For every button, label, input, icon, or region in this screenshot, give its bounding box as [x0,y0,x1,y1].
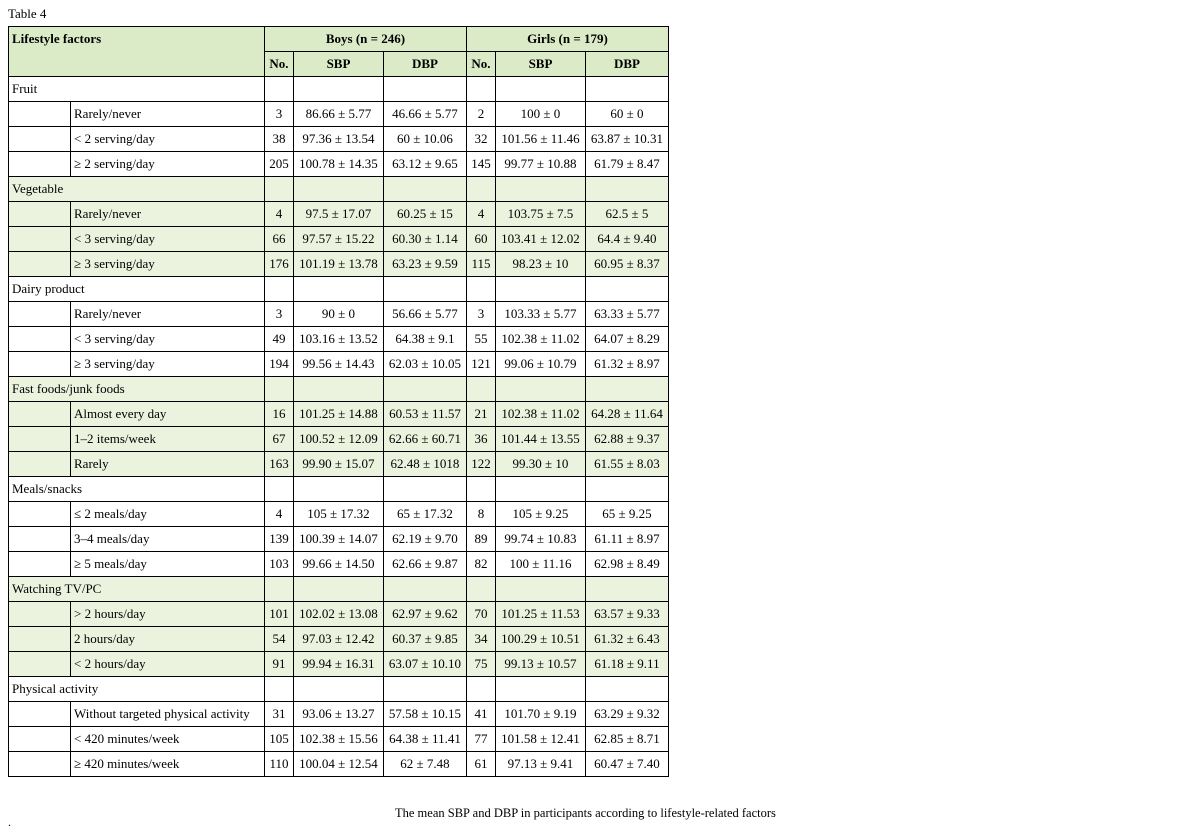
cell-girls-dbp: 62.5 ± 5 [586,202,669,227]
footnote-mark: . [8,815,11,829]
cell-boys-dbp: 62.66 ± 9.87 [384,552,467,577]
cell-boys-no: 176 [265,252,294,277]
empty-cell [467,177,496,202]
empty-cell [586,477,669,502]
empty-cell [384,177,467,202]
subcategory-label: Rarely/never [71,202,265,227]
cell-girls-dbp: 60 ± 0 [586,102,669,127]
category-row [9,277,669,302]
empty-cell [496,577,586,602]
cell-girls-sbp: 101.44 ± 13.55 [496,427,586,452]
cell-girls-no: 34 [467,627,496,652]
header-boys-dbp: DBP [384,52,467,77]
category-label: Watching TV/PC [9,577,265,602]
cell-girls-dbp: 63.29 ± 9.32 [586,702,669,727]
cell-boys-sbp: 97.03 ± 12.42 [294,627,384,652]
empty-cell [384,477,467,502]
empty-cell [384,677,467,702]
empty-cell [496,677,586,702]
indent-cell [9,652,71,677]
cell-boys-dbp: 63.23 ± 9.59 [384,252,467,277]
cell-boys-sbp: 101.25 ± 14.88 [294,402,384,427]
subcategory-label: ≥ 5 meals/day [71,552,265,577]
category-label: Meals/snacks [9,477,265,502]
cell-girls-no: 32 [467,127,496,152]
empty-cell [586,377,669,402]
table-row [9,352,669,377]
empty-cell [586,577,669,602]
cell-girls-no: 60 [467,227,496,252]
indent-cell [9,527,71,552]
header-girls-dbp: DBP [586,52,669,77]
subcategory-label: ≥ 3 serving/day [71,252,265,277]
empty-cell [586,677,669,702]
empty-cell [294,177,384,202]
cell-girls-sbp: 101.70 ± 9.19 [496,702,586,727]
category-row [9,377,669,402]
cell-girls-sbp: 105 ± 9.25 [496,502,586,527]
cell-boys-sbp: 97.57 ± 15.22 [294,227,384,252]
subcategory-label: ≥ 2 serving/day [71,152,265,177]
cell-boys-no: 4 [265,202,294,227]
header-girls: Girls (n = 179) [467,27,669,52]
cell-girls-no: 41 [467,702,496,727]
cell-boys-dbp: 62 ± 7.48 [384,752,467,777]
subcategory-label: < 3 serving/day [71,327,265,352]
cell-boys-dbp: 64.38 ± 9.1 [384,327,467,352]
cell-boys-sbp: 99.66 ± 14.50 [294,552,384,577]
table-label: Table 4 [8,6,47,21]
cell-girls-dbp: 61.32 ± 8.97 [586,352,669,377]
cell-boys-dbp: 56.66 ± 5.77 [384,302,467,327]
subcategory-label: < 3 serving/day [71,227,265,252]
cell-girls-dbp: 61.11 ± 8.97 [586,527,669,552]
table-row [9,402,669,427]
empty-cell [467,477,496,502]
cell-girls-sbp: 99.30 ± 10 [496,452,586,477]
empty-cell [265,377,294,402]
cell-girls-no: 121 [467,352,496,377]
table-row [9,752,669,777]
cell-girls-no: 36 [467,427,496,452]
empty-cell [384,577,467,602]
cell-boys-sbp: 99.94 ± 16.31 [294,652,384,677]
subcategory-label: 2 hours/day [71,627,265,652]
table-row [9,252,669,277]
table-row [9,227,669,252]
cell-boys-no: 101 [265,602,294,627]
cell-boys-sbp: 105 ± 17.32 [294,502,384,527]
cell-boys-sbp: 97.36 ± 13.54 [294,127,384,152]
category-label: Fast foods/junk foods [9,377,265,402]
cell-boys-sbp: 90 ± 0 [294,302,384,327]
cell-boys-no: 105 [265,727,294,752]
cell-boys-no: 67 [265,427,294,452]
cell-girls-dbp: 62.85 ± 8.71 [586,727,669,752]
cell-girls-sbp: 101.25 ± 11.53 [496,602,586,627]
cell-boys-no: 3 [265,102,294,127]
cell-girls-no: 8 [467,502,496,527]
subcategory-label: ≥ 3 serving/day [71,352,265,377]
empty-cell [586,277,669,302]
cell-girls-no: 61 [467,752,496,777]
table-row [9,627,669,652]
category-row [9,577,669,602]
header-boys-sbp: SBP [294,52,384,77]
cell-boys-dbp: 60 ± 10.06 [384,127,467,152]
cell-girls-dbp: 61.79 ± 8.47 [586,152,669,177]
table-row [9,527,669,552]
cell-girls-dbp: 63.33 ± 5.77 [586,302,669,327]
table-row [9,727,669,752]
empty-cell [586,177,669,202]
cell-girls-sbp: 102.38 ± 11.02 [496,402,586,427]
empty-cell [467,77,496,102]
cell-boys-sbp: 103.16 ± 13.52 [294,327,384,352]
indent-cell [9,752,71,777]
subcategory-label: Rarely/never [71,102,265,127]
category-row [9,77,669,102]
table-row [9,202,669,227]
subcategory-label: 3–4 meals/day [71,527,265,552]
cell-girls-no: 75 [467,652,496,677]
empty-cell [294,477,384,502]
header-girls-sbp: SBP [496,52,586,77]
indent-cell [9,402,71,427]
cell-girls-no: 3 [467,302,496,327]
cell-girls-sbp: 99.74 ± 10.83 [496,527,586,552]
cell-girls-dbp: 64.28 ± 11.64 [586,402,669,427]
table-row [9,427,669,452]
indent-cell [9,427,71,452]
indent-cell [9,552,71,577]
empty-cell [384,77,467,102]
cell-girls-sbp: 98.23 ± 10 [496,252,586,277]
indent-cell [9,227,71,252]
cell-girls-sbp: 97.13 ± 9.41 [496,752,586,777]
cell-boys-no: 110 [265,752,294,777]
cell-girls-sbp: 100 ± 0 [496,102,586,127]
empty-cell [294,77,384,102]
cell-girls-sbp: 101.58 ± 12.41 [496,727,586,752]
table-row [9,652,669,677]
table-row [9,127,669,152]
cell-girls-dbp: 64.4 ± 9.40 [586,227,669,252]
subcategory-label: ≥ 420 minutes/week [71,752,265,777]
cell-boys-dbp: 46.66 ± 5.77 [384,102,467,127]
cell-boys-sbp: 86.66 ± 5.77 [294,102,384,127]
cell-boys-no: 3 [265,302,294,327]
cell-girls-dbp: 60.95 ± 8.37 [586,252,669,277]
category-label: Physical activity [9,677,265,702]
cell-girls-sbp: 102.38 ± 11.02 [496,327,586,352]
indent-cell [9,152,71,177]
header-boys: Boys (n = 246) [265,27,467,52]
cell-boys-sbp: 100.52 ± 12.09 [294,427,384,452]
cell-girls-sbp: 103.41 ± 12.02 [496,227,586,252]
indent-cell [9,602,71,627]
empty-cell [496,77,586,102]
indent-cell [9,127,71,152]
cell-boys-sbp: 100.39 ± 14.07 [294,527,384,552]
cell-girls-no: 89 [467,527,496,552]
subcategory-label: < 420 minutes/week [71,727,265,752]
indent-cell [9,252,71,277]
cell-girls-no: 115 [467,252,496,277]
cell-girls-dbp: 63.57 ± 9.33 [586,602,669,627]
cell-boys-no: 66 [265,227,294,252]
cell-girls-dbp: 61.55 ± 8.03 [586,452,669,477]
empty-cell [384,377,467,402]
cell-girls-dbp: 63.87 ± 10.31 [586,127,669,152]
cell-boys-no: 31 [265,702,294,727]
cell-boys-dbp: 62.48 ± 1018 [384,452,467,477]
cell-boys-no: 205 [265,152,294,177]
table-row [9,702,669,727]
subcategory-label: Without targeted physical activity [71,702,265,727]
header-boys-no: No. [265,52,294,77]
empty-cell [496,277,586,302]
cell-boys-sbp: 101.19 ± 13.78 [294,252,384,277]
table-row [9,302,669,327]
cell-girls-dbp: 61.18 ± 9.11 [586,652,669,677]
category-label: Dairy product [9,277,265,302]
subcategory-label: Almost every day [71,402,265,427]
table-row [9,602,669,627]
cell-boys-dbp: 60.25 ± 15 [384,202,467,227]
cell-girls-dbp: 64.07 ± 8.29 [586,327,669,352]
empty-cell [265,277,294,302]
cell-girls-no: 21 [467,402,496,427]
subcategory-label: > 2 hours/day [71,602,265,627]
lifestyle-bp-table [8,26,669,777]
empty-cell [265,477,294,502]
empty-cell [586,77,669,102]
cell-boys-sbp: 99.90 ± 15.07 [294,452,384,477]
cell-boys-no: 38 [265,127,294,152]
subcategory-label: ≤ 2 meals/day [71,502,265,527]
cell-boys-no: 91 [265,652,294,677]
cell-boys-dbp: 57.58 ± 10.15 [384,702,467,727]
indent-cell [9,502,71,527]
empty-cell [496,477,586,502]
empty-cell [467,577,496,602]
cell-boys-no: 49 [265,327,294,352]
subcategory-label: < 2 hours/day [71,652,265,677]
cell-boys-no: 54 [265,627,294,652]
table-row [9,102,669,127]
empty-cell [294,577,384,602]
empty-cell [384,277,467,302]
table-body [9,77,669,777]
cell-boys-sbp: 93.06 ± 13.27 [294,702,384,727]
cell-girls-dbp: 61.32 ± 6.43 [586,627,669,652]
indent-cell [9,202,71,227]
cell-boys-no: 194 [265,352,294,377]
cell-boys-dbp: 60.30 ± 1.14 [384,227,467,252]
cell-girls-no: 70 [467,602,496,627]
cell-girls-sbp: 99.77 ± 10.88 [496,152,586,177]
table-row [9,502,669,527]
cell-boys-dbp: 60.37 ± 9.85 [384,627,467,652]
cell-boys-no: 16 [265,402,294,427]
cell-boys-sbp: 102.38 ± 15.56 [294,727,384,752]
empty-cell [265,77,294,102]
cell-girls-sbp: 103.75 ± 7.5 [496,202,586,227]
cell-girls-no: 122 [467,452,496,477]
cell-girls-no: 4 [467,202,496,227]
indent-cell [9,627,71,652]
cell-boys-no: 163 [265,452,294,477]
table-row [9,452,669,477]
subcategory-label: Rarely/never [71,302,265,327]
cell-boys-dbp: 65 ± 17.32 [384,502,467,527]
indent-cell [9,352,71,377]
cell-girls-no: 82 [467,552,496,577]
cell-girls-sbp: 100 ± 11.16 [496,552,586,577]
subcategory-label: < 2 serving/day [71,127,265,152]
cell-girls-sbp: 99.13 ± 10.57 [496,652,586,677]
category-label: Fruit [9,77,265,102]
cell-boys-sbp: 97.5 ± 17.07 [294,202,384,227]
cell-girls-sbp: 103.33 ± 5.77 [496,302,586,327]
cell-boys-dbp: 62.03 ± 10.05 [384,352,467,377]
empty-cell [265,177,294,202]
cell-girls-no: 55 [467,327,496,352]
cell-girls-dbp: 65 ± 9.25 [586,502,669,527]
empty-cell [496,377,586,402]
cell-girls-dbp: 62.88 ± 9.37 [586,427,669,452]
indent-cell [9,702,71,727]
subcategory-label: 1–2 items/week [71,427,265,452]
empty-cell [294,677,384,702]
header-lifestyle-factors: Lifestyle factors [9,27,265,77]
cell-girls-sbp: 100.29 ± 10.51 [496,627,586,652]
empty-cell [265,677,294,702]
cell-boys-sbp: 99.56 ± 14.43 [294,352,384,377]
category-label: Vegetable [9,177,265,202]
category-row [9,177,669,202]
cell-girls-sbp: 101.56 ± 11.46 [496,127,586,152]
empty-cell [294,377,384,402]
indent-cell [9,302,71,327]
cell-boys-sbp: 102.02 ± 13.08 [294,602,384,627]
cell-boys-dbp: 60.53 ± 11.57 [384,402,467,427]
cell-girls-no: 145 [467,152,496,177]
cell-boys-no: 4 [265,502,294,527]
cell-boys-sbp: 100.78 ± 14.35 [294,152,384,177]
cell-boys-dbp: 62.97 ± 9.62 [384,602,467,627]
cell-boys-sbp: 100.04 ± 12.54 [294,752,384,777]
cell-girls-sbp: 99.06 ± 10.79 [496,352,586,377]
empty-cell [467,377,496,402]
indent-cell [9,727,71,752]
cell-boys-dbp: 62.66 ± 60.71 [384,427,467,452]
table-row [9,327,669,352]
cell-boys-dbp: 64.38 ± 11.41 [384,727,467,752]
indent-cell [9,327,71,352]
subcategory-label: Rarely [71,452,265,477]
category-row [9,477,669,502]
table-row [9,152,669,177]
table-caption: The mean SBP and DBP in participants according to lifestyle-related factors [395,806,776,820]
header-girls-no: No. [467,52,496,77]
cell-boys-dbp: 62.19 ± 9.70 [384,527,467,552]
empty-cell [467,677,496,702]
cell-boys-no: 139 [265,527,294,552]
cell-boys-dbp: 63.12 ± 9.65 [384,152,467,177]
indent-cell [9,452,71,477]
empty-cell [467,277,496,302]
table-row [9,552,669,577]
cell-girls-dbp: 62.98 ± 8.49 [586,552,669,577]
cell-girls-dbp: 60.47 ± 7.40 [586,752,669,777]
empty-cell [265,577,294,602]
cell-girls-no: 2 [467,102,496,127]
empty-cell [496,177,586,202]
cell-girls-no: 77 [467,727,496,752]
empty-cell [294,277,384,302]
cell-boys-dbp: 63.07 ± 10.10 [384,652,467,677]
indent-cell [9,102,71,127]
cell-boys-no: 103 [265,552,294,577]
category-row [9,677,669,702]
